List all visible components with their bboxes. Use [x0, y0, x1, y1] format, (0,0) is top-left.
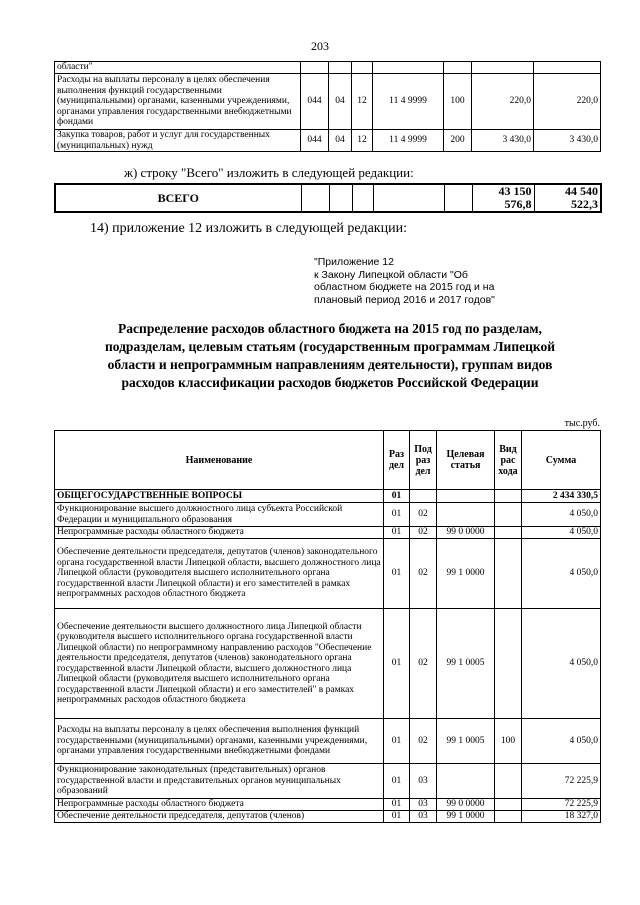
cell-sum-2015	[472, 62, 534, 74]
cell-razdel: 01	[384, 539, 410, 609]
annex-line: областном бюджете на 2015 год и на	[314, 281, 495, 293]
table-row	[55, 130, 601, 152]
table-row	[55, 62, 601, 74]
cell-target-article	[437, 764, 495, 799]
cell-target-article: 99 0 0000	[437, 527, 495, 539]
cell-razdel: 04	[329, 74, 352, 130]
cell-expense-type	[495, 503, 522, 527]
cell-expense-type	[495, 539, 522, 609]
cell-target-article: 11 4 9999	[373, 130, 444, 152]
cell-sum: 4 050,0	[522, 503, 601, 527]
instruction-line-zh: ж) строку "Всего" изложить в следующей редакции:	[124, 165, 414, 180]
cell-expense-type	[495, 764, 522, 799]
cell-target-article: 99 0 0000	[437, 799, 495, 811]
title-line: подразделам, целевым статьям (государственным программам Липецкой	[104, 339, 556, 354]
cell-podrazdel: 02	[410, 527, 437, 539]
total-sum-2016: 44 540 522,3	[534, 184, 601, 212]
cell-target-article: 99 1 0000	[437, 539, 495, 609]
cell-razdel: 01	[384, 764, 410, 799]
cell-razdel	[329, 62, 352, 74]
cell-razdel: 01	[384, 609, 410, 719]
total-row-table	[54, 183, 602, 213]
cell-name: Непрограммные расходы областного бюджета	[55, 527, 384, 539]
header-podrazdel: Под раз дел	[410, 431, 437, 490]
cell-podrazdel: 03	[410, 764, 437, 799]
cell-podrazdel: 02	[410, 609, 437, 719]
annex-heading	[314, 256, 495, 306]
cell-target-article	[437, 503, 495, 527]
cell-ved: 044	[301, 130, 329, 152]
cell-expense-type	[495, 799, 522, 811]
cell-expense-type	[495, 811, 522, 823]
document-title	[70, 320, 590, 392]
cell-name: области"	[55, 62, 301, 74]
cell-name: Закупка товаров, работ и услуг для государственных (муниципальных) нужд	[55, 130, 301, 152]
total-sum-2015: 43 150 576,8	[472, 184, 534, 212]
cell-razdel: 04	[329, 130, 352, 152]
annex-line: "Приложение 12	[314, 256, 394, 268]
cell-podrazdel	[352, 62, 373, 74]
cell-sum-2016: 3 430,0	[534, 130, 601, 152]
table-row	[55, 490, 601, 503]
annex-line: к Закону Липецкой области "Об	[314, 268, 468, 281]
cell-name: Функционирование законодательных (представительных) органов государственной власти и представительных органов муниципальных образований	[55, 764, 384, 799]
header-target-article: Целевая статья	[437, 431, 495, 490]
table-header-row	[55, 431, 601, 490]
cell-sum: 4 050,0	[522, 609, 601, 719]
cell-sum: 4 050,0	[522, 719, 601, 764]
cell-sum-2015: 220,0	[472, 74, 534, 130]
cell-sum: 4 050,0	[522, 539, 601, 609]
budget-table	[54, 430, 601, 823]
cell-ved: 044	[301, 74, 329, 130]
cell-podrazdel: 12	[352, 74, 373, 130]
total-label: ВСЕГО	[55, 184, 301, 212]
cell-name: Обеспечение деятельности высшего должностного лица Липецкой области (руководителя высшего исполнительного органа государственной власти Липецкой области) по непрограммному направлению расходов "Обеспечение деятельности председателя, депутатов (членов) законодательного органа государственной власти Липецкой области, высшего должностного лица Липецкой области (руководителя высшего исполнительного органа государственной власти Липецкой области) и его заместителей" в рамках непрограммных расходов областного бюджета	[55, 609, 384, 719]
cell-sum-2016: 220,0	[534, 74, 601, 130]
cell-sum: 18 327,0	[522, 811, 601, 823]
table-row	[55, 799, 601, 811]
previous-table	[54, 61, 601, 152]
cell-name: Расходы на выплаты персоналу в целях обеспечения выполнения функций государственными (муниципальными) органами, казенными учреждениями, органами управления государственными внебюджетными фондами	[55, 74, 301, 130]
table-row	[55, 811, 601, 823]
instruction-item-14: 14) приложение 12 изложить в следующей редакции:	[90, 221, 407, 236]
cell-razdel: 01	[384, 719, 410, 764]
cell-podrazdel: 03	[410, 811, 437, 823]
cell-expense-type: 100	[495, 719, 522, 764]
table-row	[55, 764, 601, 799]
cell-target-article	[437, 490, 495, 503]
cell-sum: 72 225,9	[522, 799, 601, 811]
cell-podrazdel: 02	[410, 539, 437, 609]
header-razdel: Раз дел	[384, 431, 410, 490]
cell-sum-2016	[534, 62, 601, 74]
cell-sum: 72 225,9	[522, 764, 601, 799]
cell-sum-2015: 3 430,0	[472, 130, 534, 152]
cell-target-article: 99 1 0005	[437, 719, 495, 764]
cell-expense-type	[444, 62, 472, 74]
cell-razdel: 01	[384, 503, 410, 527]
cell-name: Непрограммные расходы областного бюджета	[55, 799, 384, 811]
table-row	[55, 503, 601, 527]
table-row	[55, 539, 601, 609]
cell-expense-type	[495, 609, 522, 719]
title-line: Распределение расходов областного бюджета на 2015 год по разделам,	[118, 321, 542, 336]
cell-razdel: 01	[384, 811, 410, 823]
cell-name: Расходы на выплаты персоналу в целях обеспечения выполнения функций государственными (муниципальными) органами, казенными учреждениями, органами управления государственными внебюджетными фондами	[55, 719, 384, 764]
cell-razdel: 01	[384, 527, 410, 539]
table-row	[55, 609, 601, 719]
cell-sum: 2 434 330,5	[522, 490, 601, 503]
cell-expense-type: 100	[444, 74, 472, 130]
cell-expense-type	[495, 527, 522, 539]
header-expense-type: Вид рас хода	[495, 431, 522, 490]
cell-target-article: 99 1 0005	[437, 609, 495, 719]
cell-target-article	[373, 62, 444, 74]
units-label: тыс.руб.	[564, 418, 600, 429]
cell-expense-type	[495, 490, 522, 503]
cell-podrazdel: 02	[410, 719, 437, 764]
cell-target-article: 11 4 9999	[373, 74, 444, 130]
cell-sum: 4 050,0	[522, 527, 601, 539]
cell-podrazdel: 12	[352, 130, 373, 152]
title-line: расходов классификации расходов бюджетов Российской Федерации	[121, 375, 539, 390]
cell-podrazdel: 03	[410, 799, 437, 811]
cell-podrazdel: 02	[410, 503, 437, 527]
table-row	[55, 719, 601, 764]
total-row	[55, 184, 601, 212]
cell-expense-type: 200	[444, 130, 472, 152]
table-row	[55, 527, 601, 539]
cell-podrazdel	[410, 490, 437, 503]
cell-name: ОБЩЕГОСУДАРСТВЕННЫЕ ВОПРОСЫ	[55, 490, 384, 503]
page-number: 203	[311, 39, 329, 53]
header-name: Наименование	[55, 431, 384, 490]
cell-ved	[301, 62, 329, 74]
table-row	[55, 74, 601, 130]
cell-target-article: 99 1 0000	[437, 811, 495, 823]
annex-line: плановый период 2016 и 2017 годов"	[314, 293, 495, 306]
cell-name: Обеспечение деятельности председателя, депутатов (членов) законодательного органа государственной власти Липецкой области, высшего должностного лица Липецкой области (руководителя высшего исполнительного органа государственной власти Липецкой области) и его заместителей в рамках непрограммных расходов областного бюджета	[55, 539, 384, 609]
cell-name: Функционирование высшего должностного лица субъекта Российской Федерации и муниципального образования	[55, 503, 384, 527]
header-sum: Сумма	[522, 431, 601, 490]
title-line: области и непрограммным направлениям деятельности), группам видов	[107, 357, 553, 372]
cell-razdel: 01	[384, 799, 410, 811]
cell-razdel: 01	[384, 490, 410, 503]
cell-name: Обеспечение деятельности председателя, депутатов (членов)	[55, 811, 384, 823]
